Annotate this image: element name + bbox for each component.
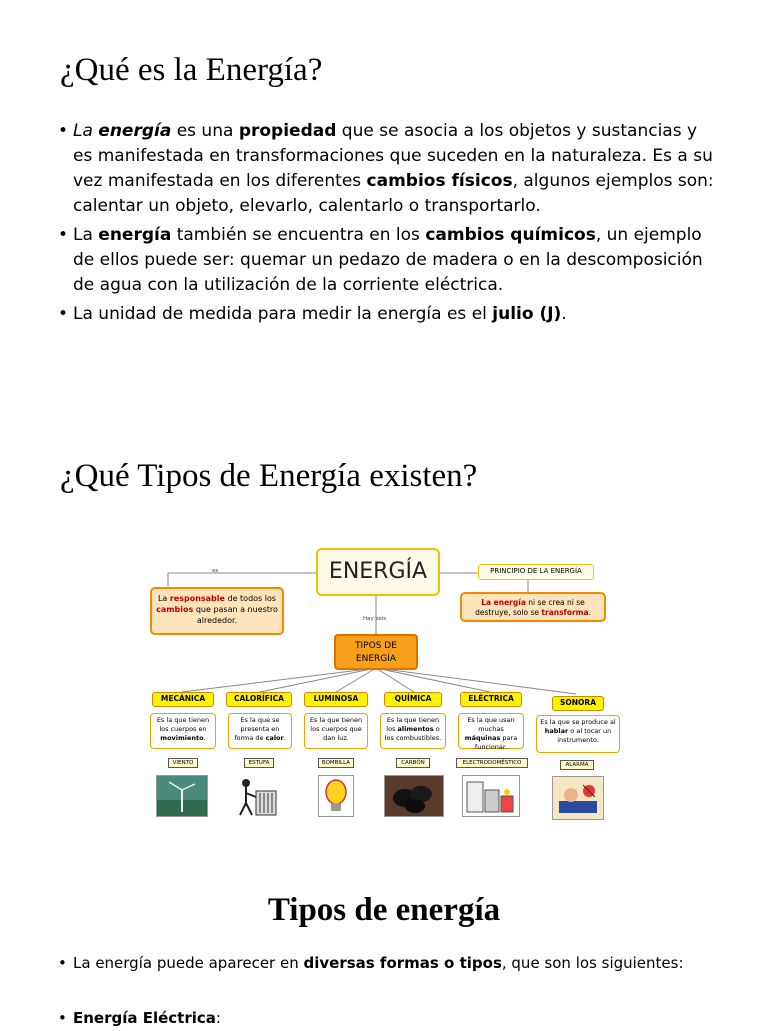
text: Es la que se produce al <box>540 718 616 726</box>
type-tag-alarma: ALARMA <box>560 760 594 770</box>
types-intro-list <box>58 951 718 1031</box>
section-title-que-es-energia: ¿Qué es la Energía? <box>60 52 323 88</box>
type-label-sonora: SONORA <box>552 696 604 711</box>
type-desc-calorifica <box>228 713 292 749</box>
bullet-unidad-medida <box>58 302 718 327</box>
text-bold: energía <box>98 121 172 141</box>
connector-label-es: es <box>212 568 219 574</box>
text-bold: hablar <box>544 727 569 735</box>
text: . <box>203 734 206 742</box>
type-tag-electrodomestico: ELECTRODOMÉSTICO <box>456 758 528 768</box>
type-label-quimica: QUÍMICA <box>384 692 442 707</box>
text-bold: cambios <box>156 605 194 614</box>
text: o al tocar un instrumento. <box>557 727 612 744</box>
alarm-icon <box>553 777 603 819</box>
text-bold: La <box>481 598 494 607</box>
text: La <box>73 121 99 141</box>
text-bold: calor <box>265 734 284 742</box>
light-bulb-icon <box>319 776 353 816</box>
text: La <box>73 225 99 245</box>
type-label-calorifica: CALORÍFICA <box>226 692 292 707</box>
type-desc-luminosa: Es la que tienen los cuerpos que dan luz. <box>304 713 368 749</box>
appliances-image <box>462 775 520 817</box>
type-desc-mecanica <box>150 713 216 749</box>
text-bold: transforma <box>541 608 589 617</box>
appliances-icon <box>463 776 519 816</box>
text: que se asocia a los objetos y sustancias y es manifestada en transformaciones que suceden en la naturaleza. Es a su vez manifestada en los diferentes <box>73 121 713 191</box>
bullet-cambios-quimicos <box>58 223 718 298</box>
type-tag-viento: VIENTO <box>168 758 198 768</box>
wind-turbine-icon <box>157 776 207 816</box>
bullet-energia-propiedad <box>58 119 718 219</box>
text: , un ejemplo de ellos puede ser: quemar un pedazo de madera o en la descomposición de agua con la utilización de la corriente eléctrica. <box>73 225 703 295</box>
text: que pasan a nuestro alrededor. <box>193 605 278 625</box>
section-title-tipos-energia-existen: ¿Qué Tipos de Energía existen? <box>60 458 478 494</box>
text: Es la que tienen los cuerpos en <box>156 716 210 733</box>
text: La energía puede aparecer en <box>73 954 304 972</box>
text: para funcionar. <box>474 734 518 751</box>
principle-description-box <box>460 592 606 622</box>
text-bold: responsable <box>169 594 225 603</box>
wind-turbine-image <box>156 775 208 817</box>
text: es una <box>171 121 239 141</box>
heater-icon <box>236 775 280 817</box>
text-bold: diversas formas o tipos <box>303 954 502 972</box>
text: La <box>157 594 170 603</box>
coal-image <box>384 775 444 817</box>
connector-label-hay-seis: Hay seis <box>363 616 387 622</box>
definition-list <box>58 119 718 327</box>
energy-definition-box <box>150 587 284 635</box>
text: . <box>561 304 567 324</box>
alarm-image <box>552 776 604 820</box>
text-bold: movimiento <box>160 734 204 742</box>
text: ni se crea ni se destruye, solo se <box>475 598 585 617</box>
text-bold: cambios físicos <box>366 171 513 191</box>
text-bold: alimentos <box>397 725 434 733</box>
type-label-luminosa: LUMINOSA <box>304 692 368 707</box>
text: , algunos ejemplos son: calentar un objeto, elevarlo, calentarlo o transportarlo. <box>73 171 714 216</box>
section-title-tipos-de-energia: Tipos de energía <box>267 892 501 928</box>
text-bold: propiedad <box>238 121 337 141</box>
text: : <box>215 1009 221 1027</box>
type-desc-sonora <box>536 715 620 753</box>
type-tag-estufa: ESTUFA <box>244 758 274 768</box>
type-tag-bombilla: BOMBILLA <box>318 758 354 768</box>
text: Es la que se presenta en forma de <box>234 716 280 742</box>
bullet-energia-electrica <box>58 1006 718 1031</box>
text: o los combustibles. <box>384 725 442 742</box>
type-desc-quimica <box>380 713 446 749</box>
text-bold: energía <box>98 225 172 245</box>
text: . <box>588 608 591 617</box>
text-bold: máquinas <box>464 734 501 742</box>
type-desc-electrica <box>458 713 524 749</box>
text: . <box>283 734 286 742</box>
main-node-energia: ENERGÍA <box>316 548 440 596</box>
coal-icon <box>385 776 443 816</box>
type-label-mecanica: MECÁNICA <box>152 692 214 707</box>
heater-image <box>236 775 280 817</box>
text-bold: julio (J) <box>492 304 562 324</box>
type-tag-carbon: CARBÓN <box>396 758 430 768</box>
text: también se encuentra en los <box>171 225 426 245</box>
principle-label: PRINCIPIO DE LA ENERGÍA <box>478 564 594 580</box>
type-label-electrica: ELÉCTRICA <box>460 692 522 707</box>
energy-concept-map <box>148 540 628 830</box>
text-bold: energía <box>493 598 526 607</box>
light-bulb-image <box>318 775 354 817</box>
text: La unidad de medida para medir la energía es el <box>73 304 493 324</box>
text-bold: Energía Eléctrica <box>73 1009 216 1027</box>
text: de todos los <box>224 594 277 603</box>
text: Es la que usan muchas <box>467 716 515 733</box>
text-bold: cambios químicos <box>425 225 596 245</box>
tipos-de-energia-node: TIPOS DE ENERGÍA <box>334 634 418 670</box>
bullet-diversas-formas <box>58 951 718 976</box>
text: Es la que tienen los <box>386 716 440 733</box>
text: , que son los siguientes: <box>501 954 684 972</box>
